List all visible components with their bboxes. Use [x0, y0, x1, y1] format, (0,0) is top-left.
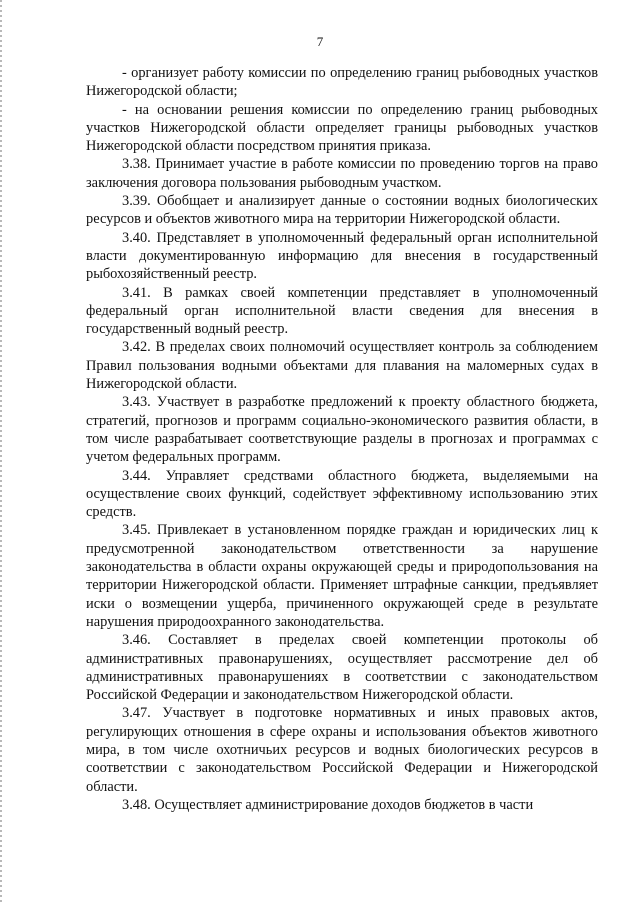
paragraph-3-42: 3.42. В пределах своих полномочий осуществляет контроль за соблюдением Правил пользования водными объектами для плавания на маломерных судах в Нижегородской области. — [86, 339, 598, 393]
paragraph-item-1: - организует работу комиссии по определению границ рыбоводных участков Нижегородской области; — [86, 65, 598, 100]
paragraph-3-45: 3.45. Привлекает в установленном порядке граждан и юридических лиц к предусмотренной законодательством ответственности за нарушение законодательства в области охраны окружающей среды и природопользования на территории Нижегородской области. Применяет штрафные санкции, предъявляет иски о возмещении ущерба, причиненного окружающей среде в результате нарушения природоохранного законодательства. — [86, 522, 598, 630]
paragraph-3-38: 3.38. Принимает участие в работе комиссии по проведению торгов на право заключения договора пользования рыбоводным участком. — [86, 156, 598, 191]
paragraph-3-40: 3.40. Представляет в уполномоченный федеральный орган исполнительной власти документированную информацию для внесения в государственный рыбохозяйственный реестр. — [86, 229, 598, 283]
paragraph-3-46: 3.46. Составляет в пределах своей компетенции протоколы об административных правонарушениях, осуществляет рассмотрение дел об административных правонарушениях в соответствии с законодательством Российской Федерации и законодательством Нижегородской области. — [86, 632, 598, 704]
paragraph-3-47: 3.47. Участвует в подготовке нормативных и иных правовых актов, регулирующих отношения в сфере охраны и использования объектов животного мира, в том числе охотничьих ресурсов и водных биологических ресурсов в соответствии с законодательством Российской Федерации и Нижегородской области. — [86, 705, 598, 795]
page-number: 7 — [316, 34, 324, 49]
document-body — [86, 64, 598, 814]
paragraph-3-43: 3.43. Участвует в разработке предложений к проекту областного бюджета, стратегий, прогнозов и программ социально-экономического развития области, в том числе разрабатывает соответствующие разделы в прогнозах и программах с учетом федеральных программ. — [86, 394, 598, 466]
paragraph-item-2: - на основании решения комиссии по определению границ рыбоводных участков Нижегородской области определяет границы рыбоводных участков Нижегородской области посредством принятия приказа. — [86, 101, 598, 155]
paragraph-3-44: 3.44. Управляет средствами областного бюджета, выделяемыми на осуществление своих функций, содействует эффективному использованию этих средств. — [86, 467, 598, 521]
paragraph-3-41: 3.41. В рамках своей компетенции представляет в уполномоченный федеральный орган исполнительной власти сведения для внесения в государственный водный реестр. — [86, 284, 598, 338]
paragraph-3-48: 3.48. Осуществляет администрирование доходов бюджетов в части — [122, 796, 534, 813]
paragraph-3-39: 3.39. Обобщает и анализирует данные о состоянии водных биологических ресурсов и объектов животного мира на территории Нижегородской области. — [86, 193, 598, 228]
scan-edge-border — [0, 0, 2, 905]
